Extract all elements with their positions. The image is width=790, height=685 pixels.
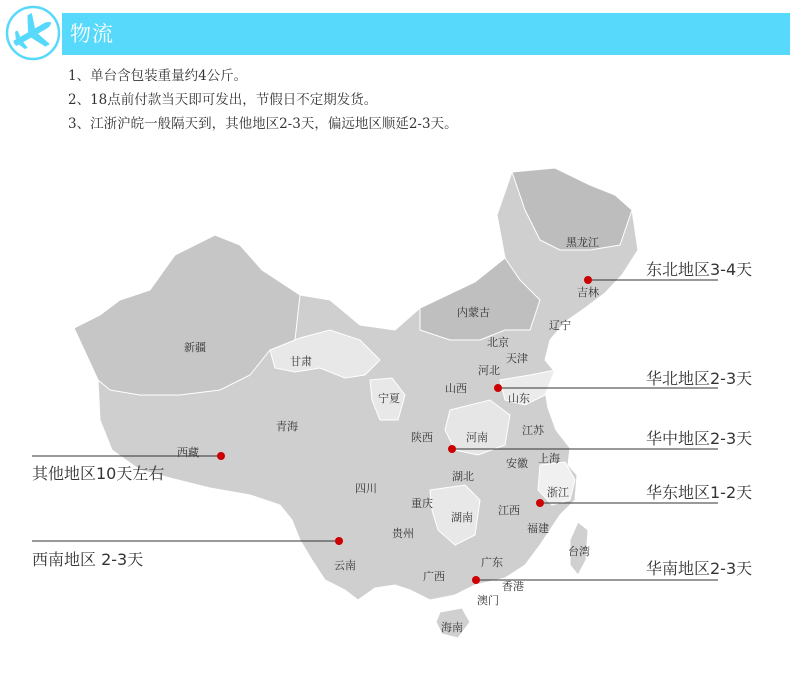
province-ningxia: 宁夏 xyxy=(378,392,400,405)
province-taiwan: 台湾 xyxy=(568,545,590,558)
province-xianggang: 香港 xyxy=(502,580,524,593)
province-guizhou: 贵州 xyxy=(392,527,414,540)
province-hunan: 湖南 xyxy=(451,511,473,524)
note-dispatch: 2、18点前付款当天即可发出，节假日不定期发货。 xyxy=(68,92,378,108)
province-zhejiang: 浙江 xyxy=(547,486,569,499)
china-map xyxy=(0,150,790,685)
province-liaoning: 辽宁 xyxy=(549,319,571,332)
shipping-notes xyxy=(68,64,458,136)
province-shanxi: 山西 xyxy=(445,382,467,395)
province-fujian: 福建 xyxy=(527,522,549,535)
province-xizang: 西藏 xyxy=(177,446,199,459)
marker-jilin xyxy=(584,276,592,284)
marker-yunnan xyxy=(335,537,343,545)
note-weight: 1、单台含包装重量约4公斤。 xyxy=(68,68,248,84)
header-bar xyxy=(62,13,790,55)
province-aomen: 澳门 xyxy=(477,594,499,607)
marker-shandong xyxy=(494,384,502,392)
marker-xizang xyxy=(217,452,225,460)
region-label-south: 华南地区2-3天 xyxy=(646,559,753,578)
province-henan: 河南 xyxy=(466,431,488,444)
province-tianjin: 天津 xyxy=(506,352,528,365)
province-yunnan: 云南 xyxy=(334,559,356,572)
region-label-central: 华中地区2-3天 xyxy=(646,429,753,448)
province-beijing: 北京 xyxy=(487,336,509,349)
province-anhui: 安徽 xyxy=(506,457,528,470)
region-label-north: 华北地区2-3天 xyxy=(646,369,753,388)
region-label-southwest: 西南地区 2-3天 xyxy=(32,550,144,569)
province-hebei: 河北 xyxy=(478,364,500,377)
province-gansu: 甘肃 xyxy=(290,355,312,368)
province-shanghai: 上海 xyxy=(538,452,560,465)
region-label-east: 华东地区1-2天 xyxy=(646,483,753,502)
province-jiangxi: 江西 xyxy=(498,504,520,517)
map-graphic xyxy=(0,150,790,685)
marker-guangdong xyxy=(472,576,480,584)
province-hainan: 海南 xyxy=(441,621,463,634)
region-label-northeast: 东北地区3-4天 xyxy=(646,260,753,279)
province-heilongjiang: 黑龙江 xyxy=(566,236,599,249)
province-jiangsu: 江苏 xyxy=(522,424,544,437)
province-guangdong: 广东 xyxy=(481,556,503,569)
province-sichuan: 四川 xyxy=(355,482,377,495)
province-neimenggu: 内蒙古 xyxy=(457,306,490,319)
airplane-icon xyxy=(4,4,62,62)
marker-henan xyxy=(448,445,456,453)
province-guangxi: 广西 xyxy=(423,570,445,583)
header-title: 物流 xyxy=(70,22,114,46)
marker-zhejiang xyxy=(536,499,544,507)
note-delivery: 3、江浙沪皖一般隔天到，其他地区2-3天，偏远地区顺延2-3天。 xyxy=(68,116,458,132)
province-qinghai: 青海 xyxy=(276,420,298,433)
province-shandong: 山东 xyxy=(508,392,530,405)
province-hubei: 湖北 xyxy=(452,470,474,483)
province-xinjiang: 新疆 xyxy=(184,341,206,354)
province-shaanxi: 陕西 xyxy=(411,431,433,444)
region-label-other: 其他地区10天左右 xyxy=(32,464,165,483)
province-jilin: 吉林 xyxy=(577,286,599,299)
province-chongqing: 重庆 xyxy=(411,497,433,510)
